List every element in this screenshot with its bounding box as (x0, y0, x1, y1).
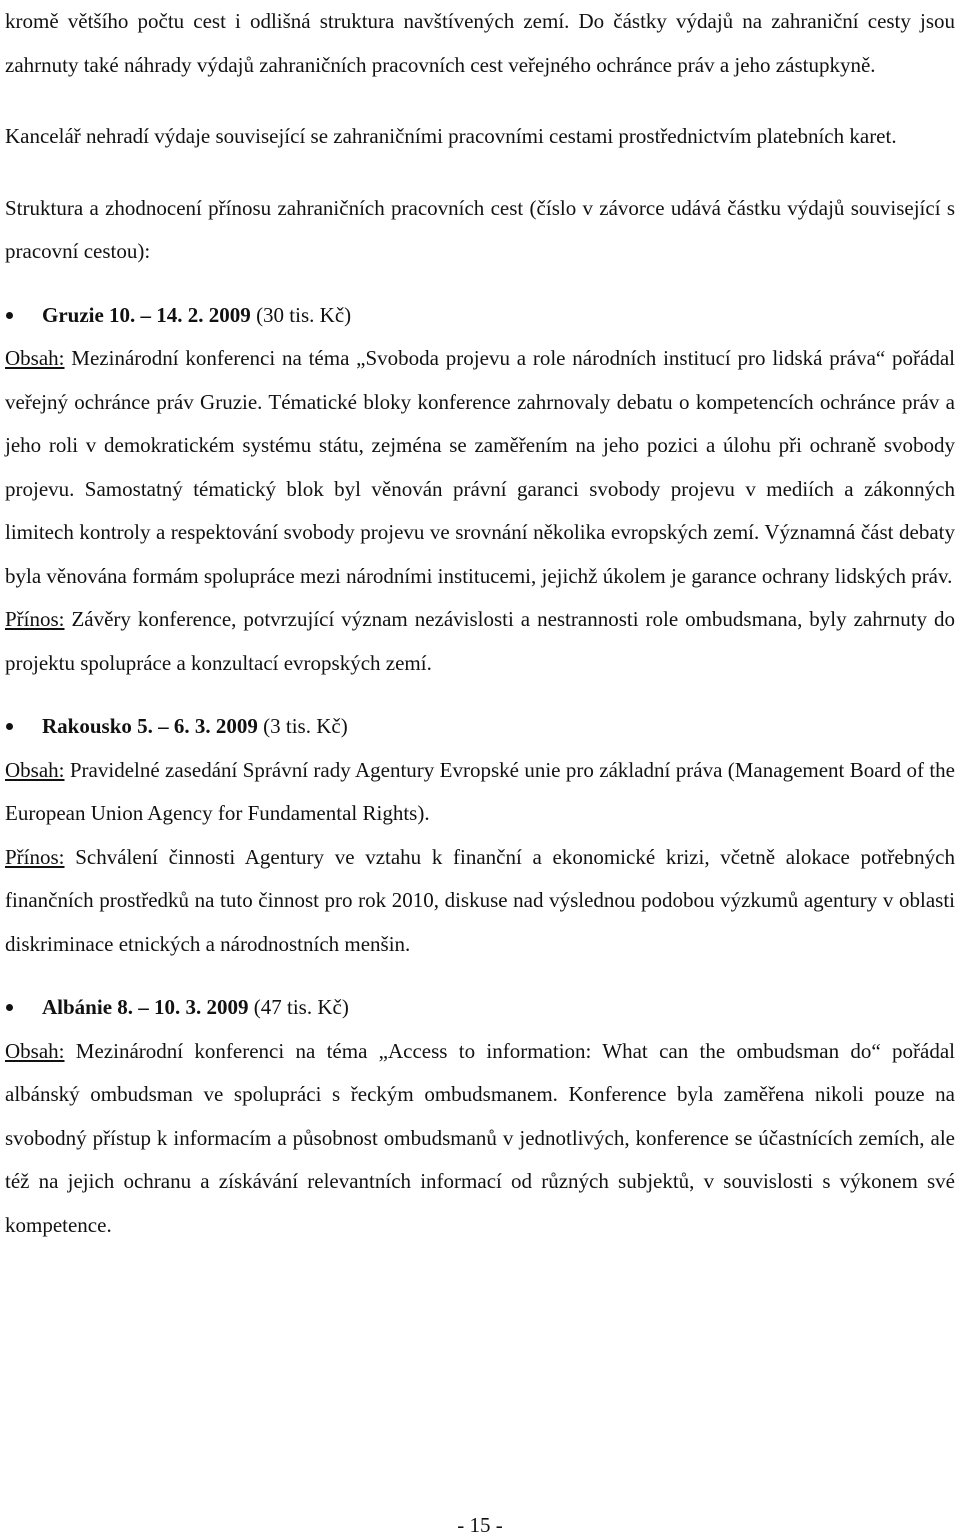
prinos-text: Závěry konference, potvrzující význam nezávislosti a nestrannosti role ombudsmana, byly zahrnuty do projektu spolupráce a konzultací evropských zemí. (5, 607, 955, 675)
paragraph-structure-intro: Struktura a zhodnocení přínosu zahraničních pracovních cest (číslo v závorce udává částku výdajů související s pracovní cestou): (5, 195, 955, 263)
trip-place: Albánie 8. – 10. 3. 2009 (42, 995, 249, 1019)
trip-obsah-georgia (5, 337, 955, 598)
document-page (5, 0, 955, 1247)
trip-prinos-austria (5, 836, 955, 967)
paragraph-payment-cards: Kancelář nehradí výdaje související se zahraničními pracovními cestami prostřednictvím platebních karet. (5, 124, 897, 148)
prinos-label: Přínos: (5, 607, 65, 631)
trip-obsah-austria (5, 749, 955, 836)
trip-place: Rakousko 5. – 6. 3. 2009 (42, 714, 258, 738)
trip-amount: (3 tis. Kč) (257, 714, 348, 738)
trip-heading-austria (5, 705, 955, 749)
trip-place: Gruzie 10. – 14. 2. 2009 (42, 302, 251, 327)
paragraph-intro: kromě většího počtu cest i odlišná struktura navštívených zemí. Do částky výdajů na zahraniční cesty jsou zahrnuty také náhrady výdajů zahraničních pracovních cest veřejného ochránce práv a jeho zástupkyně. (5, 9, 955, 77)
trip-heading-albania (5, 986, 955, 1030)
page-number: - 15 - (457, 1513, 503, 1537)
obsah-text: Mezinárodní konferenci na téma „Svoboda projevu a role národních institucí pro lidská práva“ pořádal veřejný ochránce práv Gruzie. Tématické bloky konference zahrnovaly debatu o kompetencích ochránce práv a jeho roli v demokratickém systému státu, zejména se zaměřením na jeho pozici a úlohu při ochraně svobody projevu. Samostatný tématický blok byl věnován právní garanci svobody projevu v mediích a zákonných limitech kontroly a respektování svobody projevu ve srovnání několika evropských zemí. Významná část debaty byla věnována formám spolupráce mezi národními institucemi, jejichž úkolem je garance ochrany lidských práv. (5, 346, 955, 588)
obsah-label: Obsah: (5, 1038, 65, 1063)
trip-prinos-georgia (5, 598, 955, 685)
obsah-label: Obsah: (5, 757, 65, 782)
obsah-text: Pravidelné zasedání Správní rady Agentury Evropské unie pro základní práva (Management Board of the European Union Agency for Fundamental Rights). (5, 757, 955, 825)
obsah-text: Mezinárodní konferenci na téma „Access to information: What can the ombudsman do“ pořádal albánský ombudsman ve spolupráci s řeckým ombudsmanem. Konference byla zaměřena nikoli pouze na svobodný přístup k informacím a působnost ombudsmanů v jednotlivých, konference se účastnících zemích, ale též na jejich ochranu a získávání relevantních informací od různých subjektů, v souvislosti s výkonem své kompetence. (5, 1038, 955, 1237)
trip-amount: (47 tis. Kč) (248, 995, 349, 1019)
prinos-label: Přínos: (5, 844, 65, 869)
obsah-label: Obsah: (5, 346, 65, 370)
trip-amount: (30 tis. Kč) (250, 302, 352, 327)
trip-heading-georgia (5, 294, 955, 338)
trip-obsah-albania (5, 1030, 955, 1248)
prinos-text: Schválení činnosti Agentury ve vztahu k finanční a ekonomické krizi, včetně alokace potřebných finančních prostředků na tuto činnost pro rok 2010, diskuse nad výslednou podobou výzkumů agentury v oblasti diskriminace etnických a národnostních menšin. (5, 844, 955, 956)
